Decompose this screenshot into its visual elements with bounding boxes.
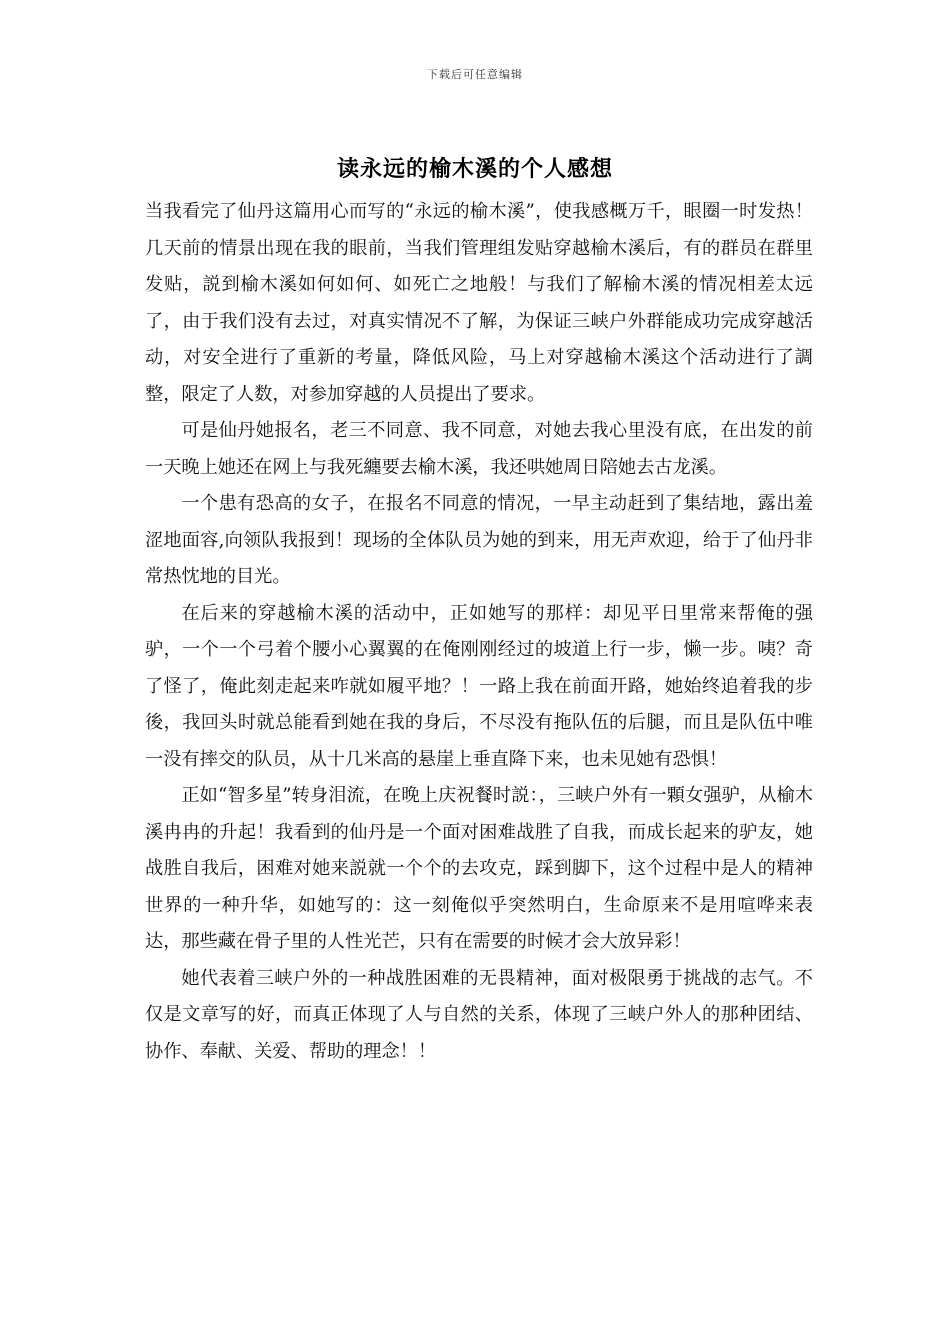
document-title: 读永远的榆木溪的个人感想 xyxy=(336,157,613,182)
paragraph-3: 一个患有恐高的女子，在报名不同意的情况，一早主动赶到了集结地，露出羞涩地面容,向领队我报到！现场的全体队员为她的到来，用无声欢迎，给于了仙丹非常热忱地的目光。 xyxy=(145,493,813,587)
paragraph-4: 在后来的穿越榆木溪的活动中，正如她写的那样：却见平日里常来帮俺的强驴，一个一个弓着个腰小心翼翼的在俺刚刚经过的坡道上行一步，懒一步。咦？奇了怪了，俺此刻走起来咋就如履平地？！一路上我在前面开路，她始终追着我的步後，我回头时就总能看到她在我的身后，不尽没有拖队伍的后腿，而且是队伍中唯一没有摔交的队员，从十几米高的悬崖上垂直降下来，也未见她有恐惧！ xyxy=(145,602,813,770)
paragraph-1: 当我看完了仙丹这篇用心而写的“永远的榆木溪”，使我感概万千，眼圈一时发热！几天前的情景出现在我的眼前，当我们管理组发贴穿越榆木溪后，有的群员在群里发贴，説到榆木溪如何如何、如死亡之地般！与我们了解榆木溪的情况相差太远了，由于我们没有去过，对真实情况不了解，为保证三峡户外群能成功完成穿越活动，对安全进行了重新的考量，降低风险，马上对穿越榆木溪这个活动进行了調整，限定了人数，对参加穿越的人员提出了要求。 xyxy=(145,201,813,405)
paragraph-2: 可是仙丹她报名，老三不同意、我不同意，对她去我心里没有底，在出发的前一天晚上她还在网上与我死纏要去榆木溪，我还哄她周日陪她去古龙溪。 xyxy=(145,420,813,478)
paragraph-6: 她代表着三峡户外的一种战胜困难的无畏精神，面对极限勇于挑战的志气。不仅是文章写的好，而真正体现了人与自然的关系，体现了三峡户外人的那种团结、协作、奉献、关爱、帮助的理念！！ xyxy=(145,967,813,1062)
download-note: 下载后可任意编辑 xyxy=(427,68,523,81)
paragraph-5: 正如“智多星”转身泪流，在晚上庆祝餐时説：，三峡户外有一顆女强驴，从榆木溪冉冉的升起！我看到的仙丹是一个面对困难战胜了自我，而成长起来的驴友，她战胜自我后，困难对她来説就一个个的去攻克，踩到脚下，这个过程中是人的精神世界的一种升华，如她写的：这一刻俺似乎突然明白，生命原来不是用喧哗来表达，那些藏在骨子里的人性光芒，只有在需要的时候才会大放异彩！ xyxy=(145,785,813,952)
document-body xyxy=(145,194,813,1070)
